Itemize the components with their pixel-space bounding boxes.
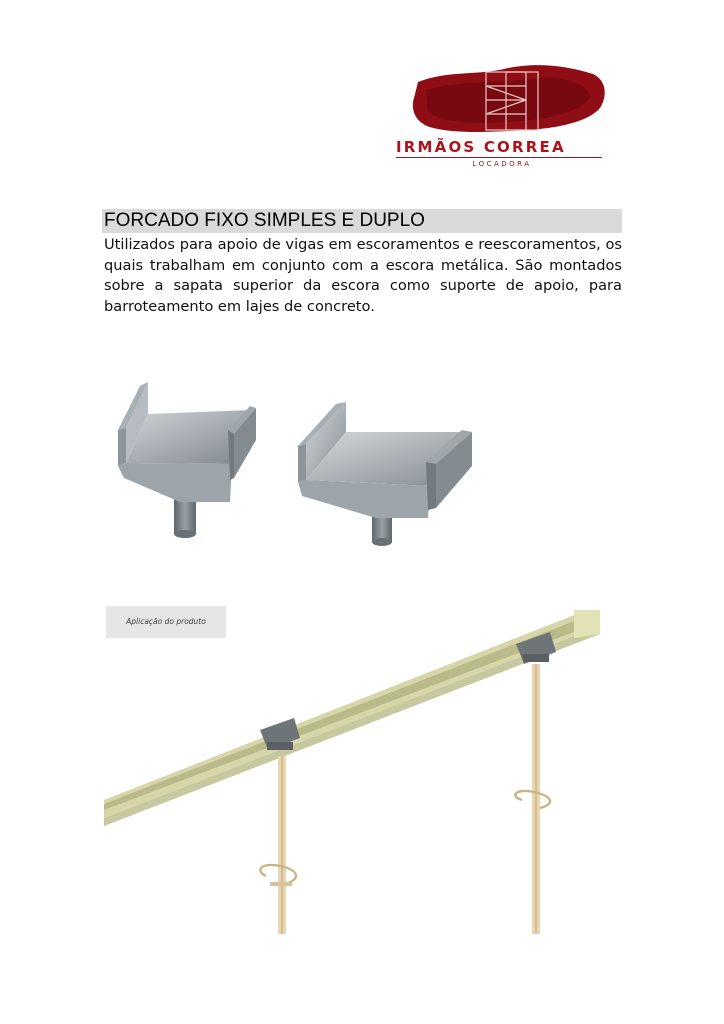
application-illustration — [104, 604, 600, 934]
section-description: Utilizados para apoio de vigas em escoramentos e reescoramentos, os quais trabalham em conjunto com a escora metálica. São montados sobre a sapata superior da escora como suporte de apoio, para barroteamento em lajes de concreto. — [104, 236, 622, 315]
forcado-simples-image — [110, 368, 260, 540]
product-application-image — [104, 604, 600, 934]
application-caption: Aplicação do produto — [106, 606, 226, 638]
company-logo — [378, 50, 626, 168]
forcado-duplo-image — [290, 392, 480, 548]
logo-divider — [396, 157, 602, 158]
logo-brush-mark — [378, 50, 626, 140]
logo-company-subtitle: LOCADORA — [472, 160, 532, 168]
logo-company-name: IRMÃOS CORREA — [396, 138, 566, 156]
section-title: FORCADO FIXO SIMPLES E DUPLO — [102, 209, 622, 233]
